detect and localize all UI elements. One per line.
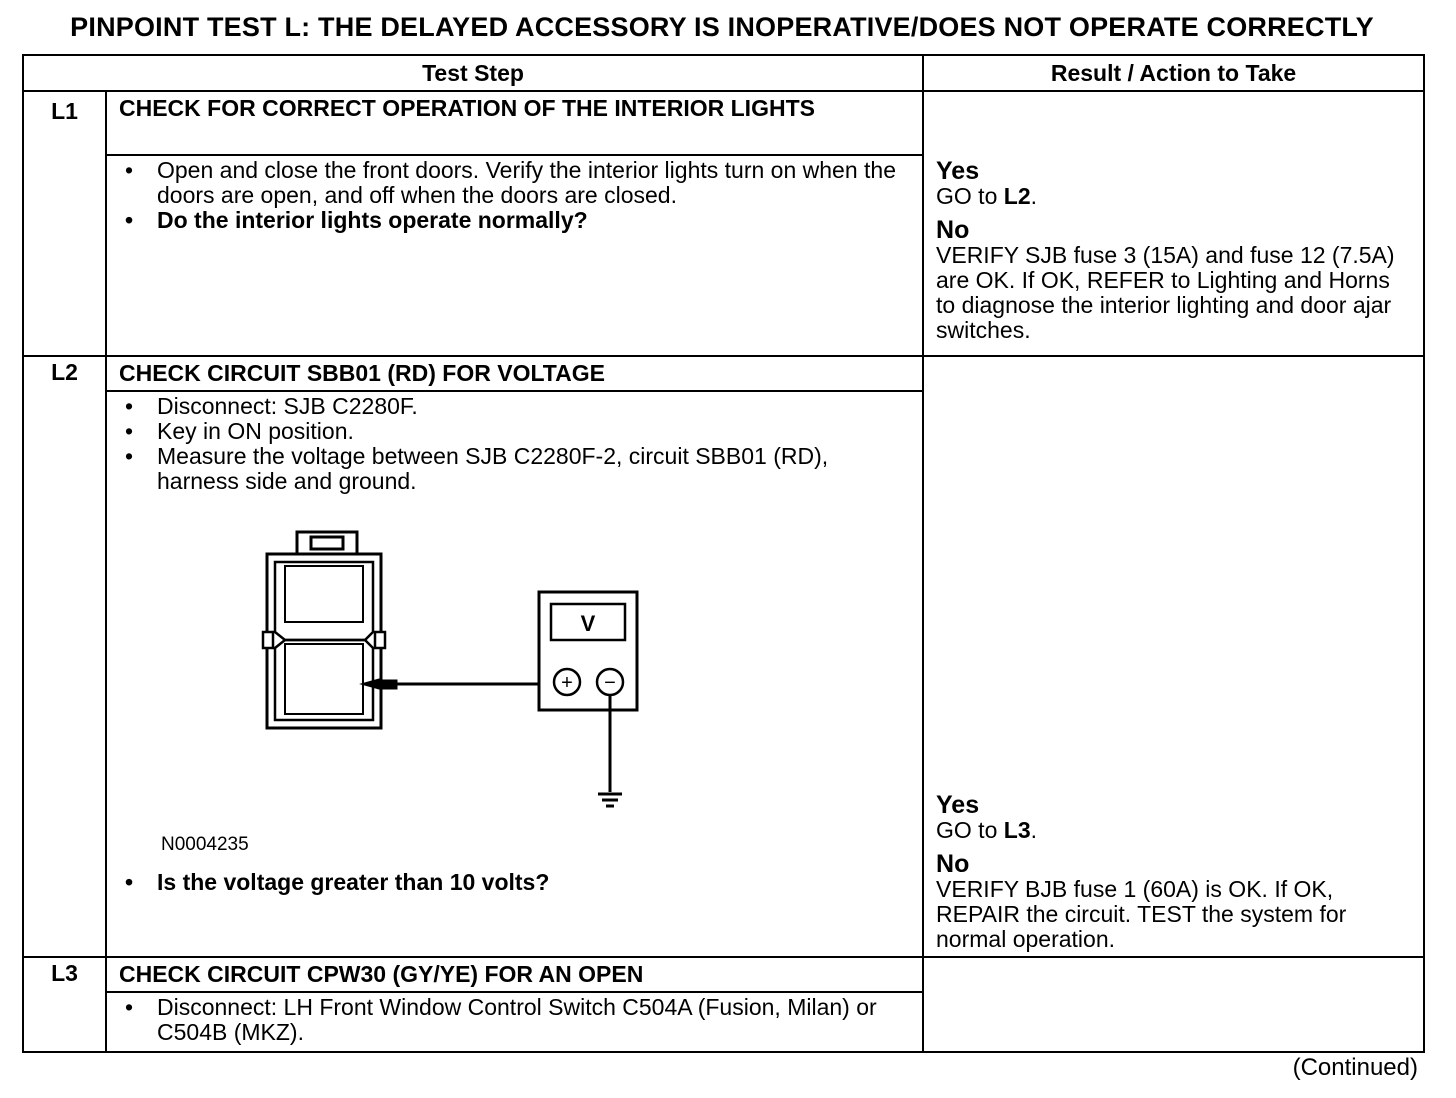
list-item: • Open and close the front doors. Verify the interior lights turn on when the doors are open, and off when the doors are closed. <box>124 156 896 208</box>
list-item: • Measure the voltage between SJB C2280F-2, circuit SBB01 (RD), harness side and ground. <box>124 443 829 494</box>
meter-display-symbol: V <box>580 611 596 636</box>
step-title-l2: CHECK CIRCUIT SBB01 (RD) FOR VOLTAGE <box>106 356 923 391</box>
connector-meter-illustration <box>249 524 809 864</box>
result-yes-text: GO to L2. <box>936 183 1037 209</box>
multimeter <box>539 592 637 710</box>
step-l2-title-row <box>23 356 1424 391</box>
step-number-l2: L2 <box>23 356 106 391</box>
list-item: • Disconnect: SJB C2280F. <box>124 393 418 419</box>
list-item: • Do the interior lights operate normally? <box>124 206 588 233</box>
result-no-label: No <box>936 850 970 878</box>
step-title-l3: CHECK CIRCUIT CPW30 (GY/YE) FOR AN OPEN <box>106 957 923 992</box>
step-l1-title-row <box>23 91 1424 155</box>
step-l3-title-row <box>23 957 1424 992</box>
pinpoint-test-table <box>22 54 1425 1053</box>
list-item: • Disconnect: LH Front Window Control Switch C504A (Fusion, Milan) or C504B (MKZ). <box>124 994 877 1045</box>
step-title-l1: CHECK FOR CORRECT OPERATION OF THE INTERIOR LIGHTS <box>106 91 923 155</box>
result-yes-text: GO to L3. <box>936 817 1037 843</box>
step-number-l3: L3 <box>23 957 106 992</box>
table-header-row <box>23 55 1424 91</box>
continued-label: (Continued) <box>1292 1054 1418 1081</box>
column-header-result: Result / Action to Take <box>923 55 1424 91</box>
step-number-l1: L1 <box>23 91 106 155</box>
ground-lead <box>598 696 622 806</box>
result-no-text: VERIFY BJB fuse 1 (60A) is OK. If OK, REPAIR the circuit. TEST the system for normal operation. <box>936 876 1347 952</box>
result-no-label: No <box>936 216 970 244</box>
figure-id: N0004235 <box>161 834 249 855</box>
result-yes-label: Yes <box>936 791 980 819</box>
meter-minus-terminal: − <box>604 672 616 694</box>
meter-plus-terminal: + <box>561 672 573 694</box>
voltage-measurement-diagram <box>119 494 912 874</box>
step-body-l2 <box>106 391 923 957</box>
connector-c2280f <box>263 532 385 728</box>
result-no-text: VERIFY SJB fuse 3 (15A) and fuse 12 (7.5A) are OK. If OK, REFER to Lighting and Horns to diagnose the interior lighting and door ajar switches. <box>936 242 1395 343</box>
page-title: PINPOINT TEST L: THE DELAYED ACCESSORY IS INOPERATIVE/DOES NOT OPERATE CORRECTLY <box>70 12 1374 42</box>
result-cell-l3 <box>923 957 1424 1052</box>
result-yes-label: Yes <box>936 157 980 185</box>
list-item: • Is the voltage greater than 10 volts? <box>124 869 550 895</box>
column-header-test-step: Test Step <box>23 55 923 91</box>
step-body-l3 <box>106 992 923 1052</box>
result-cell-l2 <box>923 356 1424 957</box>
result-cell-l1 <box>923 91 1424 356</box>
step-body-l1 <box>106 155 923 356</box>
list-item: • Key in ON position. <box>124 418 354 444</box>
